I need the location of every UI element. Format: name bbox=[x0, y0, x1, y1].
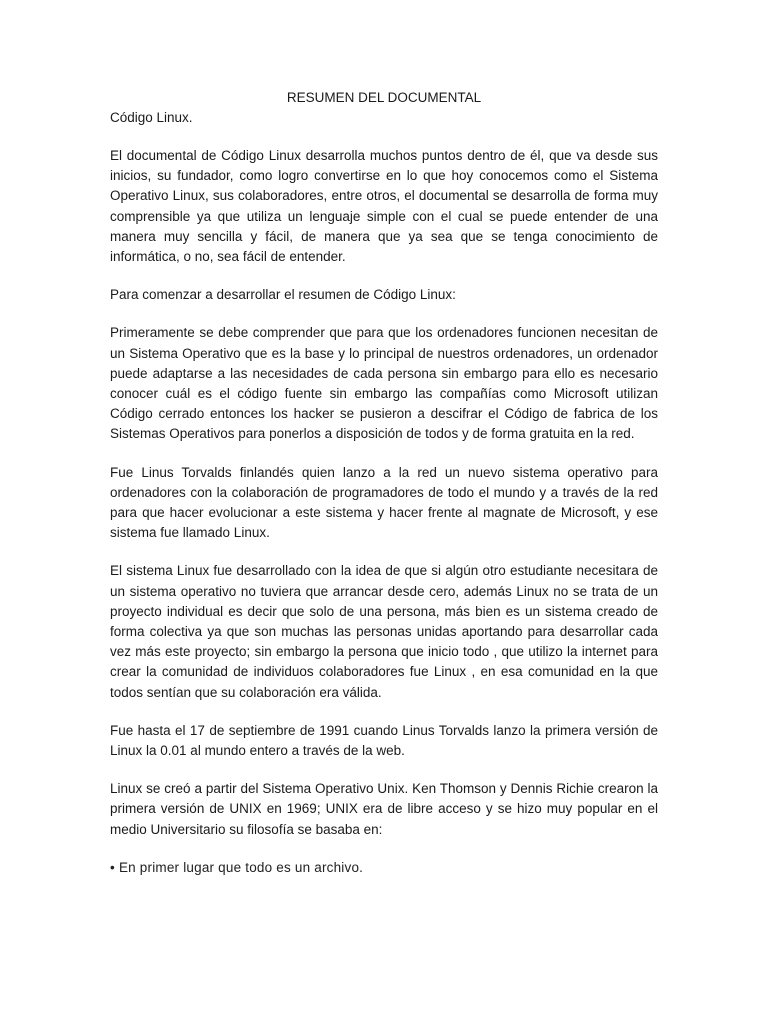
paragraph-linux-development: El sistema Linux fue desarrollado con la idea de que si algún otro estudiante necesitara de un sistema operativo no tuviera que arrancar desde cero, además Linux no se trata de un proyecto individual es decir que solo de una persona, más bien es un sistema creado de forma colectiva ya que son muchas las personas unidas aportando para desarrollar cada vez más este proyecto; sin embargo la persona que inicio todo , que utilizo la internet para crear la comunidad de individuos colaboradores fue Linux , en esa comunidad en la que todos sentían que su colaboración era válida. bbox=[110, 563, 658, 700]
paragraph-linus-torvalds: Fue Linus Torvalds finlandés quien lanzo a la red un nuevo sistema operativo para ordenadores con la colaboración de programadores de todo el mundo y a través de la red para que hacer evolucionar a este sistema y hacer frente al magnate de Microsoft, y ese sistema fue llamado Linux. bbox=[110, 464, 658, 541]
document-subtitle: Código Linux. bbox=[110, 110, 193, 125]
paragraph-operating-system: Primeramente se debe comprender que para que los ordenadores funcionen necesitan de un Sistema Operativo que es la base y lo principal de nuestros ordenadores, un ordenador puede adaptarse a las necesidades de cada persona sin embargo para ello es necesario conocer cuál es el código fuente sin embargo las compañías como Microsoft utilizan Código cerrado entonces los hacker se pusieron a descifrar el Código de fabrica de los Sistemas Operativos para ponerlos a disposición de todos y de forma gratuita en la red. bbox=[110, 325, 658, 442]
document-page bbox=[110, 88, 658, 878]
paragraph-unix-origin: Linux se creó a partir del Sistema Operativo Unix. Ken Thomson y Dennis Richie crearon la primera versión de UNIX en 1969; UNIX era de libre acceso y se hizo muy popular en el medio Universitario su filosofía se basaba en: bbox=[110, 781, 658, 837]
paragraph-lead-in: Para comenzar a desarrollar el resumen de Código Linux: bbox=[110, 287, 456, 303]
bullet-marker: • bbox=[110, 859, 115, 875]
document-title: RESUMEN DEL DOCUMENTAL bbox=[286, 90, 482, 105]
bullet-text: En primer lugar que todo es un archivo. bbox=[118, 859, 364, 875]
bullet-item bbox=[110, 858, 658, 878]
paragraph-release-date: Fue hasta el 17 de septiembre de 1991 cuando Linus Torvalds lanzo la primera versión de Linux la 0.01 al mundo entero a través de la web. bbox=[110, 722, 658, 759]
paragraph-intro: El documental de Código Linux desarrolla muchos puntos dentro de él, que va desde sus inicios, su fundador, como logro convertirse en lo que hoy conocemos como el Sistema Operativo Linux, sus colaboradores, entre otros, el documental se desarrolla de forma muy comprensible ya que utiliza un lenguaje simple con el cual se puede entender de una manera muy sencilla y fácil, de manera que ya sea que se tenga conocimiento de informática, o no, sea fácil de entender. bbox=[110, 148, 658, 265]
